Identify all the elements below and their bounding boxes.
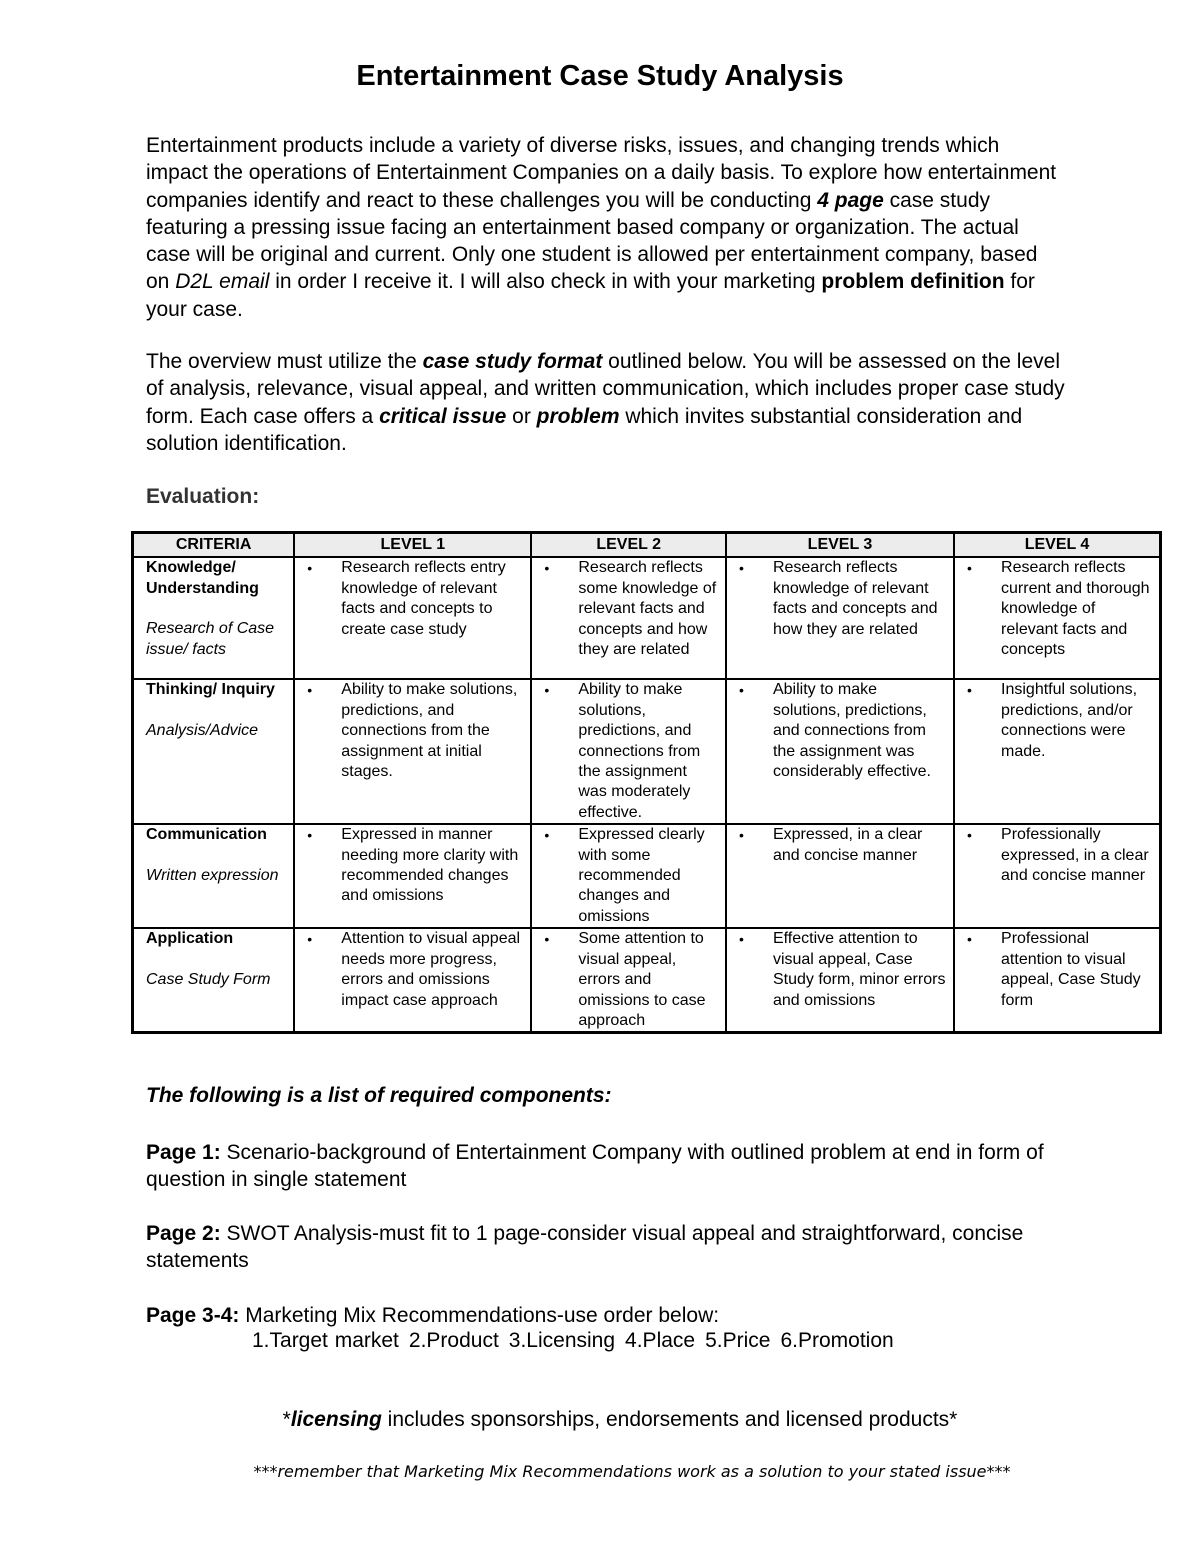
level-text: Expressed, in a clear and concise manner (772, 826, 923, 864)
header-criteria: CRITERIA (133, 533, 295, 558)
licensing-note (0, 1408, 1200, 1432)
level-text: Research reflects knowledge of relevant facts and concepts and how they are related (772, 559, 938, 638)
criteria-name: Thinking/ Inquiry (146, 681, 275, 699)
level-cell (726, 679, 954, 824)
intro-paragraph (146, 132, 1066, 323)
level-cell (294, 557, 531, 679)
level-text: Attention to visual appeal needs more progress, errors and omissions impact case approach (341, 930, 521, 1009)
licensing-rest: includes sponsorships, endorsements and licensed products* (381, 1408, 958, 1431)
level-cell (531, 557, 726, 679)
criteria-subtitle: Analysis/Advice (146, 721, 259, 739)
header-level-4: LEVEL 4 (954, 533, 1160, 558)
criteria-subtitle: Case Study Form (146, 970, 271, 988)
criteria-subtitle: Research of Case issue/ facts (146, 620, 275, 658)
overview-paragraph (146, 348, 1066, 457)
criteria-name: Application (146, 930, 234, 948)
level-text: Ability to make solutions, predictions, and connections from the assignment was considerably effective. (772, 681, 931, 781)
level-cell (294, 679, 531, 824)
bullet-icon (739, 558, 773, 640)
header-level-2: LEVEL 2 (531, 533, 726, 558)
level-text: Some attention to visual appeal, errors and omissions to case approach (578, 930, 706, 1029)
bullet-icon (967, 558, 1001, 660)
level-text: Professional attention to visual appeal, Case Study form (1001, 930, 1141, 1009)
page-1-requirement (146, 1139, 1066, 1194)
level-cell (954, 557, 1160, 679)
bullet-icon (739, 929, 773, 1011)
level-cell (531, 824, 726, 928)
bullet-icon (544, 929, 578, 1031)
bullet-icon (739, 825, 773, 866)
criteria-cell (133, 928, 295, 1033)
mix-item: 5.Price (705, 1329, 771, 1352)
rubric-header-row (133, 533, 1161, 558)
intro-text: in order I receive it. I will also check in with your marketing (269, 270, 822, 294)
overview-text: or (506, 404, 537, 428)
mix-item: 3.Licensing (508, 1329, 616, 1352)
licensing-star: * (282, 1408, 291, 1431)
criteria-subtitle: Written expression (146, 866, 279, 884)
bullet-icon (967, 680, 1001, 762)
bullet-icon (544, 558, 578, 660)
intro-text: Entertainment products include a variety of diverse risks, issues, and changing trends which impact the operations of Entertainment Companies on a daily basis. To explore how entertainment companies identify and react to these challenges you will be conducting (146, 134, 1057, 212)
intro-emphasis-problem-definition: problem definition (821, 270, 1005, 294)
mix-item: 2.Product (408, 1329, 499, 1352)
page-1-text: Scenario-background of Entertainment Company with outlined problem at end in form of question in single statement (146, 1141, 1044, 1192)
licensing-word: licensing (290, 1408, 382, 1431)
rubric-row (133, 679, 1161, 824)
mix-item: 1.Target market (252, 1329, 399, 1352)
bullet-icon (307, 680, 341, 782)
remember-note: ***remember that Marketing Mix Recommendations work as a solution to your stated issue*** (253, 1462, 1011, 1481)
components-heading: The following is a list of required components: (146, 1084, 612, 1107)
page-1-label: Page 1: (146, 1141, 221, 1164)
rubric-row (133, 928, 1161, 1033)
intro-emphasis-page-count: 4 page (817, 188, 884, 212)
bullet-icon (307, 825, 341, 907)
level-text: Research reflects current and thorough knowledge of relevant facts and concepts (1001, 559, 1150, 659)
level-cell (294, 928, 531, 1033)
level-cell (954, 679, 1160, 824)
bullet-icon (544, 825, 578, 927)
overview-text: outlined below. You will be assessed on the level of analysis, relevance, visual appeal, and written communication, which includes proper case study form. Each case offers a (146, 350, 1065, 428)
document-title: Entertainment Case Study Analysis (356, 60, 844, 92)
level-cell (726, 824, 954, 928)
intro-emphasis-d2l: D2L email (175, 270, 270, 294)
level-cell (531, 928, 726, 1033)
level-text: Ability to make solutions, predictions, and connections from the assignment at initial stages. (341, 681, 518, 781)
level-text: Expressed in manner needing more clarity with recommended changes and omissions (341, 826, 519, 905)
header-level-1: LEVEL 1 (294, 533, 531, 558)
page-3-4-requirement (146, 1302, 1066, 1329)
overview-text: The overview must utilize the (146, 350, 423, 373)
page-2-label: Page 2: (146, 1222, 221, 1245)
level-cell (954, 824, 1160, 928)
level-text: Ability to make solutions, predictions, and connections from the assignment was moderately effective. (578, 681, 701, 821)
page-3-4-label: Page 3-4: (146, 1304, 240, 1327)
evaluation-heading: Evaluation: (146, 485, 260, 508)
bullet-icon (967, 825, 1001, 886)
overview-emphasis-problem: problem (536, 404, 620, 428)
level-text: Insightful solutions, predictions, and/or connections were made. (1001, 681, 1138, 760)
page-2-text: SWOT Analysis-must fit to 1 page-consider visual appeal and straightforward, concise statements (146, 1222, 1024, 1273)
overview-emphasis-critical-issue: critical issue (379, 404, 507, 428)
overview-emphasis-format: case study format (422, 350, 603, 373)
page-2-requirement (146, 1220, 1066, 1275)
rubric-row (133, 557, 1161, 679)
level-text: Effective attention to visual appeal, Case Study form, minor errors and omissions (772, 930, 946, 1009)
bullet-icon (739, 680, 773, 782)
marketing-mix-list (252, 1329, 904, 1353)
criteria-cell (133, 557, 295, 679)
page-3-4-text: Marketing Mix Recommendations-use order below: (239, 1304, 720, 1327)
intro-text: case study featuring a pressing issue facing an entertainment based company or organization. The actual case will be original and current. Only one student is allowed per entertainment company, based on (146, 188, 1038, 294)
bullet-icon (967, 929, 1001, 1011)
bullet-icon (307, 929, 341, 1011)
level-cell (954, 928, 1160, 1033)
bullet-icon (544, 680, 578, 823)
criteria-cell (133, 679, 295, 824)
header-level-3: LEVEL 3 (726, 533, 954, 558)
level-text: Research reflects some knowledge of relevant facts and concepts and how they are related (578, 559, 717, 659)
level-cell (531, 679, 726, 824)
level-cell (294, 824, 531, 928)
level-cell (726, 557, 954, 679)
mix-item: 6.Promotion (780, 1329, 894, 1352)
rubric-row (133, 824, 1161, 928)
criteria-cell (133, 824, 295, 928)
criteria-name: Knowledge/ Understanding (146, 559, 259, 597)
intro-text: for your case. (146, 270, 1035, 321)
level-text: Professionally expressed, in a clear and concise manner (1001, 826, 1149, 885)
rubric-table (131, 531, 1162, 1034)
bullet-icon (307, 558, 341, 640)
overview-text: which invites substantial consideration and solution identification. (146, 404, 1023, 455)
level-cell (726, 928, 954, 1033)
level-text: Expressed clearly with some recommended changes and omissions (578, 826, 705, 925)
mix-item: 4.Place (625, 1329, 696, 1352)
criteria-name: Communication (146, 826, 267, 844)
level-text: Research reflects entry knowledge of relevant facts and concepts to create case study (341, 559, 506, 638)
